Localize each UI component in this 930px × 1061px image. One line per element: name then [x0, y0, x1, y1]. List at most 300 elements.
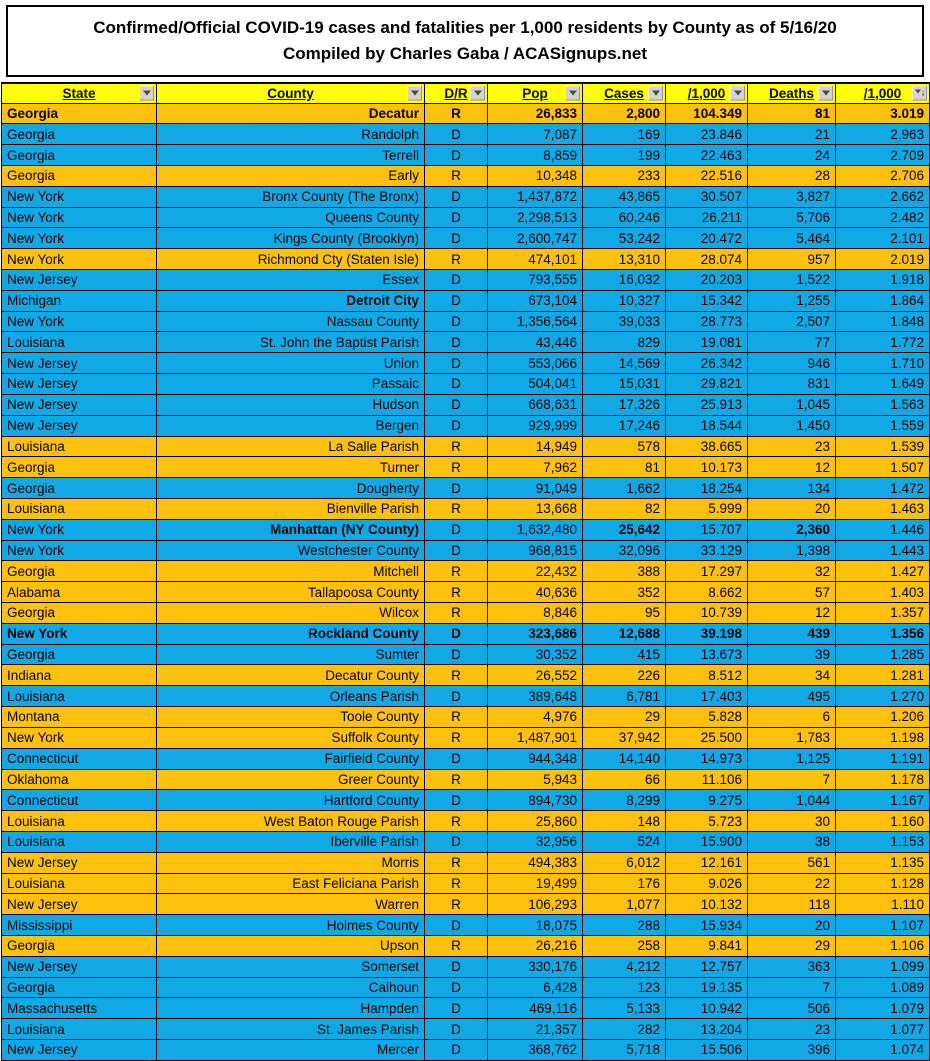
county-cell[interactable]: West Baton Rouge Parish	[157, 811, 425, 832]
cases-cell[interactable]: 10,327	[583, 290, 666, 311]
deaths-per-1000-cell[interactable]: 2.709	[836, 145, 930, 166]
deaths-per-1000-cell[interactable]: 1.178	[836, 769, 930, 790]
cases-per-1000-cell[interactable]: 30.507	[666, 186, 748, 207]
cases-cell[interactable]: 282	[583, 1019, 666, 1040]
state-cell[interactable]: New Jersey	[2, 956, 157, 977]
state-cell[interactable]: Louisiana	[2, 332, 157, 353]
cases-per-1000-cell[interactable]: 26.342	[666, 353, 748, 374]
deaths-per-1000-cell[interactable]: 2.019	[836, 249, 930, 270]
state-cell[interactable]: Louisiana	[2, 811, 157, 832]
state-cell[interactable]: Alabama	[2, 582, 157, 603]
deaths-cell[interactable]: 3,827	[748, 186, 836, 207]
cases-cell[interactable]: 39,033	[583, 311, 666, 332]
deaths-per-1000-cell[interactable]: 2.706	[836, 165, 930, 186]
population-cell[interactable]: 673,104	[488, 290, 583, 311]
deaths-cell[interactable]: 23	[748, 1019, 836, 1040]
population-cell[interactable]: 10,348	[488, 165, 583, 186]
cases-cell[interactable]: 60,246	[583, 207, 666, 228]
deaths-per-1000-cell[interactable]: 1.079	[836, 998, 930, 1019]
deaths-per-1000-cell[interactable]: 1.357	[836, 603, 930, 624]
cases-per-1000-cell[interactable]: 15.900	[666, 831, 748, 852]
deaths-cell[interactable]: 946	[748, 353, 836, 374]
column-header-state[interactable]	[2, 83, 157, 103]
party-cell[interactable]: D	[425, 1040, 488, 1061]
filter-button-dr[interactable]	[470, 86, 485, 101]
county-cell[interactable]: Rockland County	[157, 623, 425, 644]
party-cell[interactable]: D	[425, 977, 488, 998]
population-cell[interactable]: 7,087	[488, 124, 583, 145]
column-header-pop[interactable]	[488, 83, 583, 103]
county-cell[interactable]: St. John the Baptist Parish	[157, 332, 425, 353]
cases-cell[interactable]: 95	[583, 603, 666, 624]
cases-cell[interactable]: 8,299	[583, 790, 666, 811]
cases-cell[interactable]: 16,032	[583, 270, 666, 291]
deaths-cell[interactable]: 831	[748, 374, 836, 395]
deaths-cell[interactable]: 7	[748, 977, 836, 998]
filter-button-cases[interactable]	[648, 86, 663, 101]
county-cell[interactable]: Calhoun	[157, 977, 425, 998]
deaths-per-1000-cell[interactable]: 1.443	[836, 540, 930, 561]
cases-cell[interactable]: 14,140	[583, 748, 666, 769]
cases-cell[interactable]: 176	[583, 873, 666, 894]
party-cell[interactable]: D	[425, 1019, 488, 1040]
county-cell[interactable]: Hudson	[157, 394, 425, 415]
deaths-per-1000-cell[interactable]: 1.270	[836, 686, 930, 707]
state-cell[interactable]: Georgia	[2, 145, 157, 166]
party-cell[interactable]: D	[425, 519, 488, 540]
deaths-cell[interactable]: 495	[748, 686, 836, 707]
cases-cell[interactable]: 6,781	[583, 686, 666, 707]
cases-cell[interactable]: 524	[583, 831, 666, 852]
state-cell[interactable]: New York	[2, 207, 157, 228]
cases-cell[interactable]: 415	[583, 644, 666, 665]
population-cell[interactable]: 793,555	[488, 270, 583, 291]
county-cell[interactable]: Bergen	[157, 415, 425, 436]
population-cell[interactable]: 4,976	[488, 707, 583, 728]
cases-per-1000-cell[interactable]: 10.173	[666, 457, 748, 478]
state-cell[interactable]: New York	[2, 623, 157, 644]
deaths-cell[interactable]: 1,450	[748, 415, 836, 436]
deaths-cell[interactable]: 363	[748, 956, 836, 977]
cases-per-1000-cell[interactable]: 17.403	[666, 686, 748, 707]
party-cell[interactable]: R	[425, 249, 488, 270]
deaths-per-1000-cell[interactable]: 1.191	[836, 748, 930, 769]
party-cell[interactable]: R	[425, 894, 488, 915]
state-cell[interactable]: New Jersey	[2, 852, 157, 873]
deaths-cell[interactable]: 957	[748, 249, 836, 270]
cases-per-1000-cell[interactable]: 23.846	[666, 124, 748, 145]
county-cell[interactable]: Passaic	[157, 374, 425, 395]
cases-cell[interactable]: 123	[583, 977, 666, 998]
deaths-cell[interactable]: 12	[748, 603, 836, 624]
cases-per-1000-cell[interactable]: 104.349	[666, 103, 748, 124]
population-cell[interactable]: 553,066	[488, 353, 583, 374]
party-cell[interactable]: R	[425, 936, 488, 957]
state-cell[interactable]: Indiana	[2, 665, 157, 686]
population-cell[interactable]: 91,049	[488, 478, 583, 499]
deaths-cell[interactable]: 5,464	[748, 228, 836, 249]
party-cell[interactable]: R	[425, 665, 488, 686]
filter-button-pop[interactable]	[565, 86, 580, 101]
cases-cell[interactable]: 15,031	[583, 374, 666, 395]
deaths-per-1000-cell[interactable]: 1.160	[836, 811, 930, 832]
cases-per-1000-cell[interactable]: 28.074	[666, 249, 748, 270]
column-header-deaths[interactable]	[748, 83, 836, 103]
cases-per-1000-cell[interactable]: 9.841	[666, 936, 748, 957]
cases-per-1000-cell[interactable]: 5.999	[666, 498, 748, 519]
deaths-per-1000-cell[interactable]: 1.710	[836, 353, 930, 374]
deaths-per-1000-cell[interactable]: 1.918	[836, 270, 930, 291]
deaths-per-1000-cell[interactable]: 1.472	[836, 478, 930, 499]
county-cell[interactable]: Iberville Parish	[157, 831, 425, 852]
cases-cell[interactable]: 288	[583, 915, 666, 936]
deaths-cell[interactable]: 23	[748, 436, 836, 457]
cases-per-1000-cell[interactable]: 12.161	[666, 852, 748, 873]
state-cell[interactable]: Georgia	[2, 977, 157, 998]
population-cell[interactable]: 26,216	[488, 936, 583, 957]
county-cell[interactable]: Richmond Cty (Staten Isle)	[157, 249, 425, 270]
cases-per-1000-cell[interactable]: 17.297	[666, 561, 748, 582]
cases-per-1000-cell[interactable]: 10.739	[666, 603, 748, 624]
deaths-cell[interactable]: 12	[748, 457, 836, 478]
population-cell[interactable]: 25,860	[488, 811, 583, 832]
party-cell[interactable]: D	[425, 748, 488, 769]
cases-cell[interactable]: 81	[583, 457, 666, 478]
cases-cell[interactable]: 388	[583, 561, 666, 582]
cases-cell[interactable]: 4,212	[583, 956, 666, 977]
deaths-cell[interactable]: 34	[748, 665, 836, 686]
population-cell[interactable]: 668,631	[488, 394, 583, 415]
state-cell[interactable]: New York	[2, 540, 157, 561]
cases-cell[interactable]: 17,326	[583, 394, 666, 415]
party-cell[interactable]: D	[425, 478, 488, 499]
deaths-per-1000-cell[interactable]: 1.772	[836, 332, 930, 353]
party-cell[interactable]: R	[425, 582, 488, 603]
deaths-cell[interactable]: 1,045	[748, 394, 836, 415]
deaths-cell[interactable]: 1,255	[748, 290, 836, 311]
cases-per-1000-cell[interactable]: 26.211	[666, 207, 748, 228]
party-cell[interactable]: R	[425, 811, 488, 832]
county-cell[interactable]: Mitchell	[157, 561, 425, 582]
deaths-cell[interactable]: 77	[748, 332, 836, 353]
party-cell[interactable]: R	[425, 769, 488, 790]
state-cell[interactable]: Oklahoma	[2, 769, 157, 790]
deaths-per-1000-cell[interactable]: 1.110	[836, 894, 930, 915]
cases-per-1000-cell[interactable]: 10.942	[666, 998, 748, 1019]
deaths-per-1000-cell[interactable]: 1.848	[836, 311, 930, 332]
cases-cell[interactable]: 13,310	[583, 249, 666, 270]
population-cell[interactable]: 8,846	[488, 603, 583, 624]
county-cell[interactable]: Hampden	[157, 998, 425, 1019]
state-cell[interactable]: Georgia	[2, 603, 157, 624]
cases-cell[interactable]: 32,096	[583, 540, 666, 561]
deaths-per-1000-cell[interactable]: 1.077	[836, 1019, 930, 1040]
county-cell[interactable]: Manhattan (NY County)	[157, 519, 425, 540]
deaths-per-1000-cell[interactable]: 1.107	[836, 915, 930, 936]
cases-cell[interactable]: 169	[583, 124, 666, 145]
deaths-per-1000-cell[interactable]: 1.128	[836, 873, 930, 894]
deaths-per-1000-cell[interactable]: 2.662	[836, 186, 930, 207]
column-header-county[interactable]	[157, 83, 425, 103]
party-cell[interactable]: D	[425, 394, 488, 415]
population-cell[interactable]: 1,632,480	[488, 519, 583, 540]
cases-per-1000-cell[interactable]: 5.723	[666, 811, 748, 832]
cases-per-1000-cell[interactable]: 22.516	[666, 165, 748, 186]
population-cell[interactable]: 504,041	[488, 374, 583, 395]
county-cell[interactable]: Greer County	[157, 769, 425, 790]
deaths-cell[interactable]: 134	[748, 478, 836, 499]
population-cell[interactable]: 330,176	[488, 956, 583, 977]
county-cell[interactable]: Dougherty	[157, 478, 425, 499]
state-cell[interactable]: New York	[2, 519, 157, 540]
state-cell[interactable]: Georgia	[2, 103, 157, 124]
deaths-per-1000-cell[interactable]: 1.463	[836, 498, 930, 519]
cases-cell[interactable]: 1,077	[583, 894, 666, 915]
cases-cell[interactable]: 233	[583, 165, 666, 186]
population-cell[interactable]: 26,552	[488, 665, 583, 686]
cases-per-1000-cell[interactable]: 29.821	[666, 374, 748, 395]
deaths-per-1000-cell[interactable]: 1.074	[836, 1040, 930, 1061]
deaths-cell[interactable]: 20	[748, 498, 836, 519]
county-cell[interactable]: Decatur	[157, 103, 425, 124]
county-cell[interactable]: Fairfield County	[157, 748, 425, 769]
cases-cell[interactable]: 82	[583, 498, 666, 519]
party-cell[interactable]: D	[425, 956, 488, 977]
party-cell[interactable]: D	[425, 207, 488, 228]
party-cell[interactable]: D	[425, 831, 488, 852]
state-cell[interactable]: Michigan	[2, 290, 157, 311]
cases-per-1000-cell[interactable]: 19.135	[666, 977, 748, 998]
cases-per-1000-cell[interactable]: 15.506	[666, 1040, 748, 1061]
deaths-cell[interactable]: 5,706	[748, 207, 836, 228]
cases-per-1000-cell[interactable]: 15.707	[666, 519, 748, 540]
population-cell[interactable]: 2,600,747	[488, 228, 583, 249]
cases-cell[interactable]: 66	[583, 769, 666, 790]
deaths-cell[interactable]: 20	[748, 915, 836, 936]
population-cell[interactable]: 8,859	[488, 145, 583, 166]
deaths-cell[interactable]: 57	[748, 582, 836, 603]
deaths-cell[interactable]: 39	[748, 644, 836, 665]
state-cell[interactable]: New York	[2, 311, 157, 332]
state-cell[interactable]: Louisiana	[2, 1019, 157, 1040]
cases-per-1000-cell[interactable]: 14.973	[666, 748, 748, 769]
party-cell[interactable]: D	[425, 623, 488, 644]
deaths-cell[interactable]: 506	[748, 998, 836, 1019]
deaths-per-1000-cell[interactable]: 1.427	[836, 561, 930, 582]
party-cell[interactable]: D	[425, 186, 488, 207]
county-cell[interactable]: Nassau County	[157, 311, 425, 332]
population-cell[interactable]: 6,428	[488, 977, 583, 998]
party-cell[interactable]: D	[425, 228, 488, 249]
deaths-per-1000-cell[interactable]: 1.285	[836, 644, 930, 665]
party-cell[interactable]: D	[425, 540, 488, 561]
deaths-per-1000-cell[interactable]: 1.403	[836, 582, 930, 603]
county-cell[interactable]: La Salle Parish	[157, 436, 425, 457]
state-cell[interactable]: New York	[2, 228, 157, 249]
state-cell[interactable]: New Jersey	[2, 894, 157, 915]
population-cell[interactable]: 469,116	[488, 998, 583, 1019]
state-cell[interactable]: Georgia	[2, 561, 157, 582]
county-cell[interactable]: Mercer	[157, 1040, 425, 1061]
deaths-per-1000-cell[interactable]: 2.101	[836, 228, 930, 249]
deaths-cell[interactable]: 32	[748, 561, 836, 582]
state-cell[interactable]: Connecticut	[2, 748, 157, 769]
deaths-per-1000-cell[interactable]: 1.281	[836, 665, 930, 686]
cases-cell[interactable]: 199	[583, 145, 666, 166]
cases-cell[interactable]: 29	[583, 707, 666, 728]
state-cell[interactable]: New Jersey	[2, 394, 157, 415]
county-cell[interactable]: Detroit City	[157, 290, 425, 311]
cases-per-1000-cell[interactable]: 38.665	[666, 436, 748, 457]
cases-per-1000-cell[interactable]: 9.275	[666, 790, 748, 811]
deaths-per-1000-cell[interactable]: 1.099	[836, 956, 930, 977]
population-cell[interactable]: 19,499	[488, 873, 583, 894]
party-cell[interactable]: R	[425, 852, 488, 873]
deaths-per-1000-cell[interactable]: 1.559	[836, 415, 930, 436]
population-cell[interactable]: 7,962	[488, 457, 583, 478]
cases-per-1000-cell[interactable]: 12.757	[666, 956, 748, 977]
party-cell[interactable]: D	[425, 998, 488, 1019]
column-header-cases[interactable]	[583, 83, 666, 103]
cases-cell[interactable]: 17,246	[583, 415, 666, 436]
party-cell[interactable]: D	[425, 270, 488, 291]
cases-per-1000-cell[interactable]: 8.662	[666, 582, 748, 603]
state-cell[interactable]: New Jersey	[2, 353, 157, 374]
deaths-cell[interactable]: 1,522	[748, 270, 836, 291]
state-cell[interactable]: Georgia	[2, 165, 157, 186]
cases-per-1000-cell[interactable]: 20.203	[666, 270, 748, 291]
deaths-per-1000-cell[interactable]: 2.963	[836, 124, 930, 145]
party-cell[interactable]: R	[425, 103, 488, 124]
state-cell[interactable]: New Jersey	[2, 415, 157, 436]
deaths-cell[interactable]: 561	[748, 852, 836, 873]
party-cell[interactable]: R	[425, 561, 488, 582]
party-cell[interactable]: R	[425, 727, 488, 748]
deaths-per-1000-cell[interactable]: 1.153	[836, 831, 930, 852]
population-cell[interactable]: 323,686	[488, 623, 583, 644]
state-cell[interactable]: New Jersey	[2, 270, 157, 291]
cases-per-1000-cell[interactable]: 28.773	[666, 311, 748, 332]
deaths-cell[interactable]: 6	[748, 707, 836, 728]
county-cell[interactable]: Toole County	[157, 707, 425, 728]
cases-cell[interactable]: 148	[583, 811, 666, 832]
state-cell[interactable]: Montana	[2, 707, 157, 728]
state-cell[interactable]: Louisiana	[2, 436, 157, 457]
population-cell[interactable]: 18,075	[488, 915, 583, 936]
cases-per-1000-cell[interactable]: 15.342	[666, 290, 748, 311]
cases-per-1000-cell[interactable]: 22.463	[666, 145, 748, 166]
deaths-cell[interactable]: 1,125	[748, 748, 836, 769]
deaths-per-1000-cell[interactable]: 1.206	[836, 707, 930, 728]
party-cell[interactable]: R	[425, 873, 488, 894]
cases-per-1000-cell[interactable]: 5.828	[666, 707, 748, 728]
cases-cell[interactable]: 5,718	[583, 1040, 666, 1061]
party-cell[interactable]: R	[425, 436, 488, 457]
column-header-deaths-per-1000[interactable]	[836, 83, 930, 103]
party-cell[interactable]: R	[425, 457, 488, 478]
cases-cell[interactable]: 258	[583, 936, 666, 957]
column-header-dr[interactable]	[425, 83, 488, 103]
county-cell[interactable]: Kings County (Brooklyn)	[157, 228, 425, 249]
party-cell[interactable]: D	[425, 686, 488, 707]
cases-per-1000-cell[interactable]: 25.500	[666, 727, 748, 748]
cases-cell[interactable]: 578	[583, 436, 666, 457]
party-cell[interactable]: D	[425, 790, 488, 811]
party-cell[interactable]: R	[425, 498, 488, 519]
state-cell[interactable]: Georgia	[2, 457, 157, 478]
cases-cell[interactable]: 6,012	[583, 852, 666, 873]
cases-per-1000-cell[interactable]: 20.472	[666, 228, 748, 249]
state-cell[interactable]: Georgia	[2, 936, 157, 957]
cases-per-1000-cell[interactable]: 33.129	[666, 540, 748, 561]
deaths-per-1000-cell[interactable]: 1.198	[836, 727, 930, 748]
county-cell[interactable]: Morris	[157, 852, 425, 873]
cases-per-1000-cell[interactable]: 13.673	[666, 644, 748, 665]
cases-cell[interactable]: 1,662	[583, 478, 666, 499]
state-cell[interactable]: Louisiana	[2, 873, 157, 894]
county-cell[interactable]: Randolph	[157, 124, 425, 145]
cases-per-1000-cell[interactable]: 9.026	[666, 873, 748, 894]
cases-cell[interactable]: 43,865	[583, 186, 666, 207]
filter-button-cases-per-1000[interactable]	[730, 86, 745, 101]
population-cell[interactable]: 2,298,513	[488, 207, 583, 228]
party-cell[interactable]: D	[425, 124, 488, 145]
cases-cell[interactable]: 829	[583, 332, 666, 353]
state-cell[interactable]: Georgia	[2, 124, 157, 145]
population-cell[interactable]: 368,762	[488, 1040, 583, 1061]
county-cell[interactable]: Suffolk County	[157, 727, 425, 748]
county-cell[interactable]: Upson	[157, 936, 425, 957]
population-cell[interactable]: 389,648	[488, 686, 583, 707]
column-header-cases-per-1000[interactable]	[666, 83, 748, 103]
population-cell[interactable]: 14,949	[488, 436, 583, 457]
county-cell[interactable]: Tallapoosa County	[157, 582, 425, 603]
county-cell[interactable]: Warren	[157, 894, 425, 915]
cases-cell[interactable]: 226	[583, 665, 666, 686]
deaths-per-1000-cell[interactable]: 1.864	[836, 290, 930, 311]
county-cell[interactable]: Early	[157, 165, 425, 186]
state-cell[interactable]: New York	[2, 727, 157, 748]
cases-per-1000-cell[interactable]: 15.934	[666, 915, 748, 936]
deaths-cell[interactable]: 396	[748, 1040, 836, 1061]
cases-per-1000-cell[interactable]: 25.913	[666, 394, 748, 415]
deaths-per-1000-cell[interactable]: 3.019	[836, 103, 930, 124]
state-cell[interactable]: Georgia	[2, 644, 157, 665]
state-cell[interactable]: Georgia	[2, 478, 157, 499]
county-cell[interactable]: Essex	[157, 270, 425, 291]
deaths-cell[interactable]: 2,507	[748, 311, 836, 332]
deaths-cell[interactable]: 2,360	[748, 519, 836, 540]
state-cell[interactable]: New York	[2, 186, 157, 207]
deaths-cell[interactable]: 21	[748, 124, 836, 145]
cases-per-1000-cell[interactable]: 11.106	[666, 769, 748, 790]
deaths-cell[interactable]: 81	[748, 103, 836, 124]
state-cell[interactable]: Mississippi	[2, 915, 157, 936]
deaths-per-1000-cell[interactable]: 1.649	[836, 374, 930, 395]
deaths-cell[interactable]: 1,783	[748, 727, 836, 748]
population-cell[interactable]: 1,487,901	[488, 727, 583, 748]
county-cell[interactable]: Terrell	[157, 145, 425, 166]
cases-per-1000-cell[interactable]: 39.198	[666, 623, 748, 644]
cases-per-1000-cell[interactable]: 13.204	[666, 1019, 748, 1040]
deaths-cell[interactable]: 118	[748, 894, 836, 915]
deaths-per-1000-cell[interactable]: 1.167	[836, 790, 930, 811]
party-cell[interactable]: D	[425, 290, 488, 311]
party-cell[interactable]: D	[425, 145, 488, 166]
deaths-per-1000-cell[interactable]: 1.106	[836, 936, 930, 957]
deaths-per-1000-cell[interactable]: 1.507	[836, 457, 930, 478]
deaths-per-1000-cell[interactable]: 1.089	[836, 977, 930, 998]
